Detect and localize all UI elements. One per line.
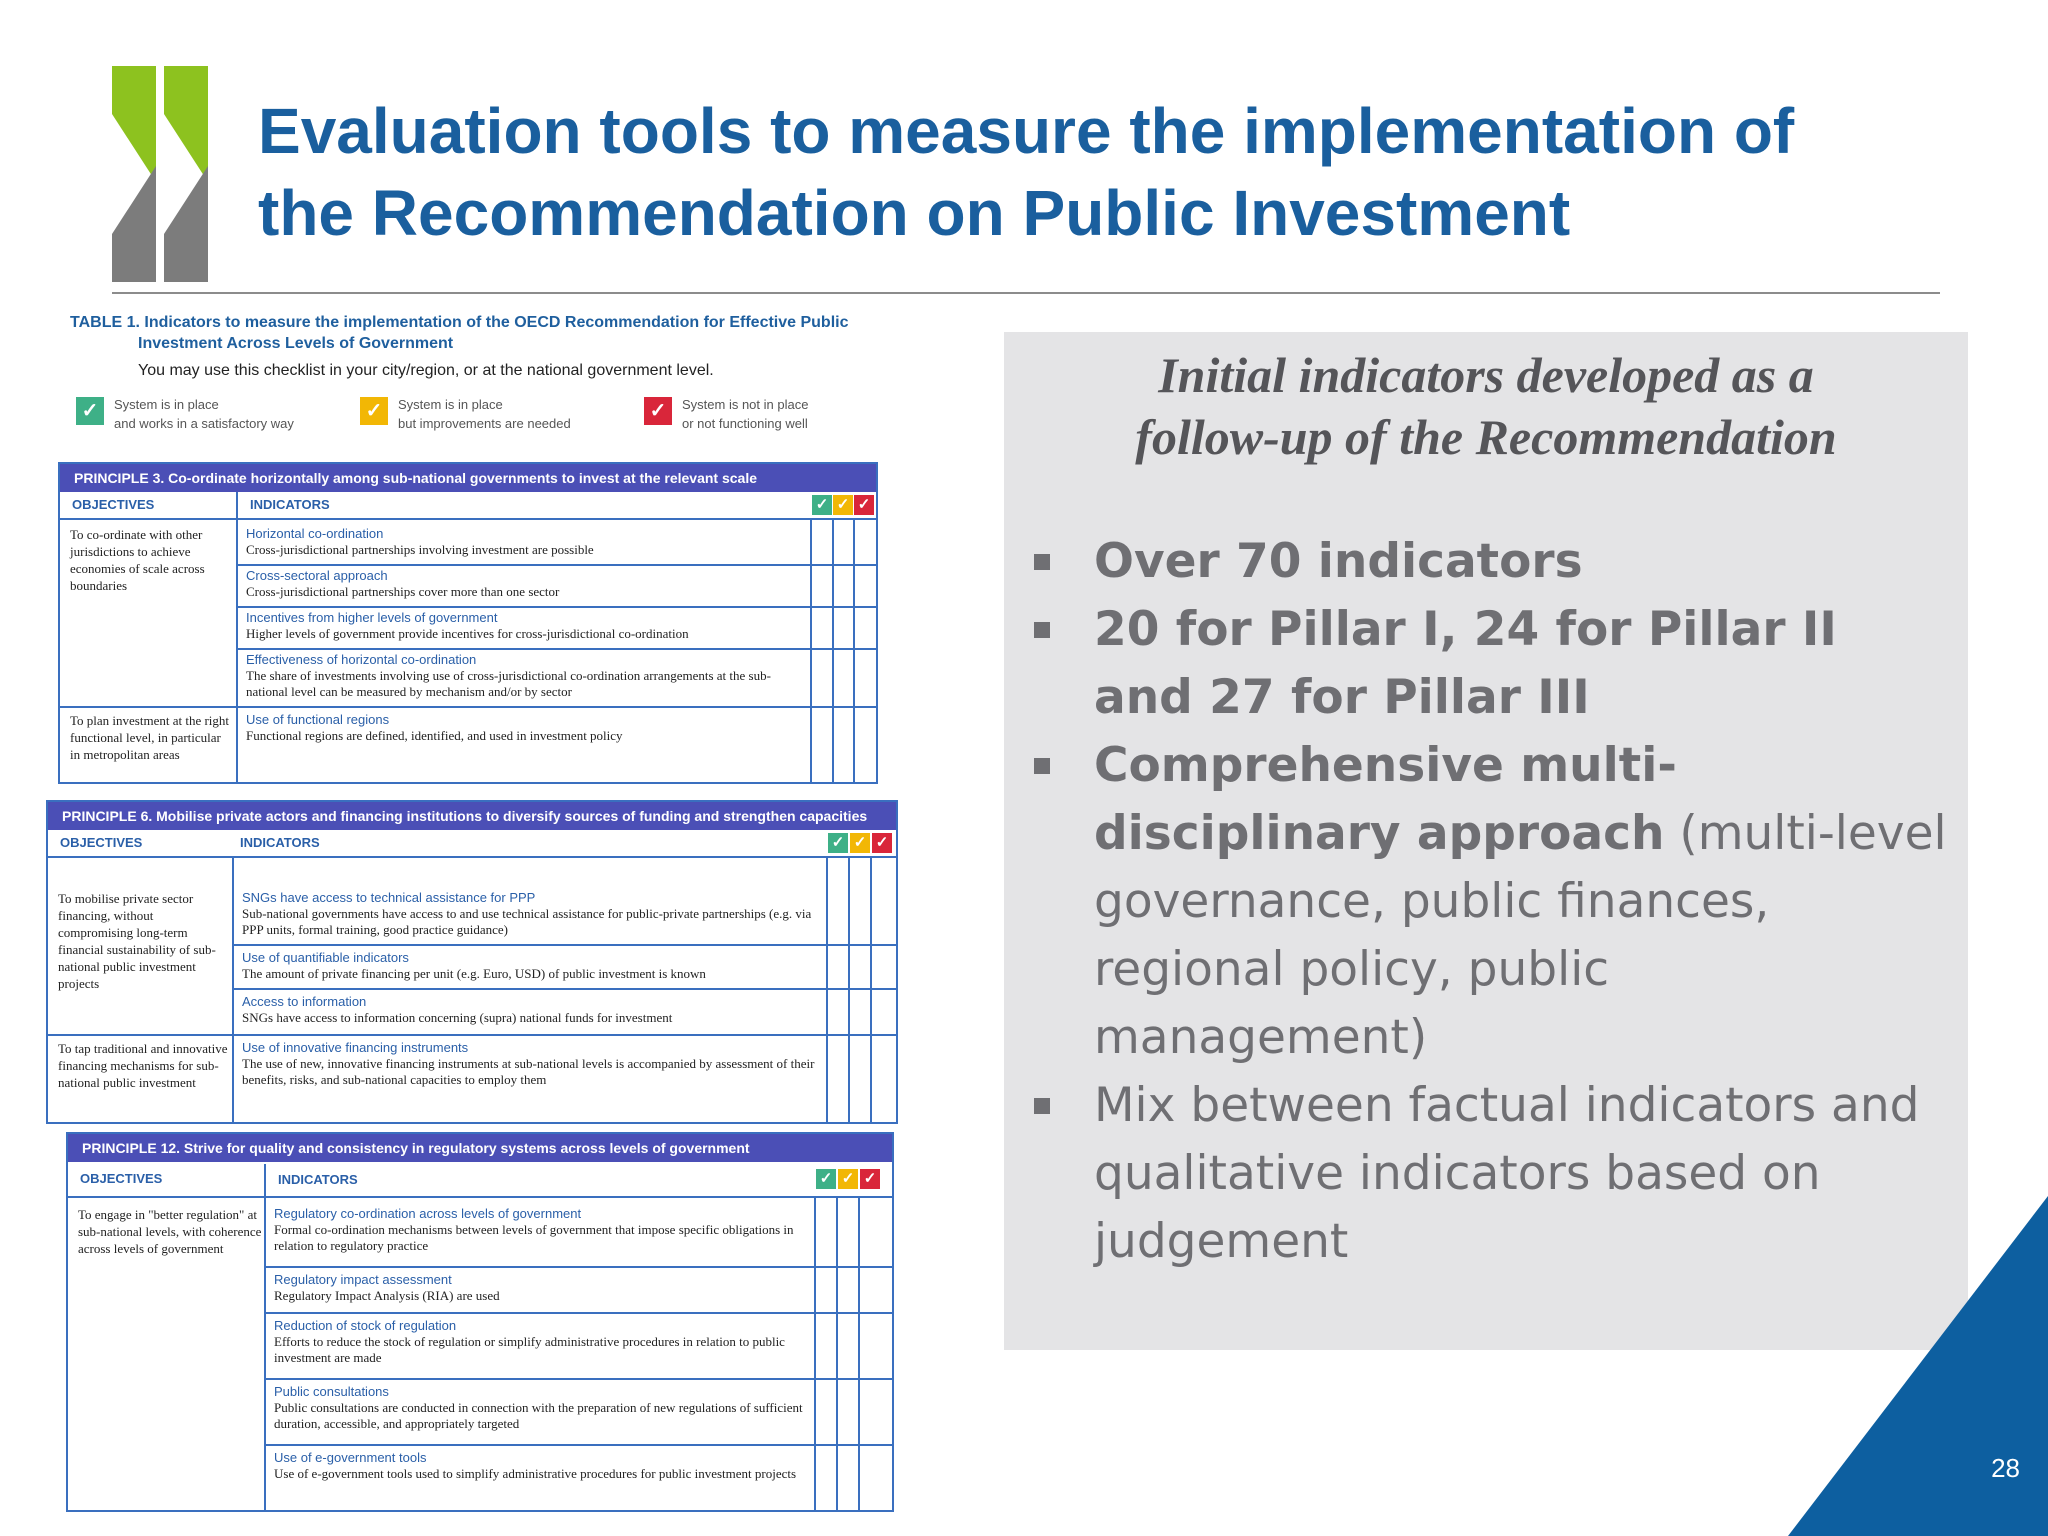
column-divider [810, 518, 812, 782]
bullet-text: 20 for Pillar I, 24 for Pillar II and 27 for Pillar III [1094, 602, 1837, 725]
legend-item-red [644, 395, 884, 435]
column-divider [853, 518, 855, 782]
objective-text: To plan investment at the right functional level, in particular in metropolitan areas [70, 713, 230, 762]
indicator-desc: Higher levels of government provide incentives for cross-jurisdictional co-ordination [246, 626, 689, 641]
legend-text: System is in place [398, 397, 503, 412]
column-divider [814, 1196, 816, 1510]
bullet-text: (multi-level governance, public finances, regional policy, public management) [1094, 806, 1947, 1065]
objectives-header: OBJECTIVES [72, 497, 155, 512]
legend-text: System is not in place [682, 397, 809, 412]
table-caption-line3: You may use this checklist in your city/region, or at the national government level. [138, 362, 714, 379]
row-divider [236, 564, 876, 566]
table-row [246, 652, 806, 700]
table-row [274, 1272, 810, 1304]
row-divider [264, 1444, 892, 1446]
bullet-square-icon [1034, 554, 1050, 570]
indicator-desc: Formal co-ordination mechanisms between levels of government that impose specific obligations in relation to regulatory practice [274, 1222, 794, 1253]
column-divider [264, 1164, 266, 1510]
row-divider [232, 988, 896, 990]
indicator-desc: Functional regions are defined, identified, and used in investment policy [246, 728, 623, 743]
table-row [246, 712, 806, 744]
check-green-icon: ✓ [816, 1169, 836, 1189]
check-green-icon: ✓ [76, 397, 104, 425]
table-caption-line1: TABLE 1. Indicators to measure the implementation of the OECD Recommendation for Effective Public [70, 314, 849, 331]
indicator-title: Horizontal co-ordination [246, 526, 384, 541]
table-row [242, 1040, 822, 1088]
indicator-desc: The use of new, innovative financing instruments at sub-national levels is accompanied by assessment of their benefits, risks, and sub-national capacities to employ them [242, 1056, 815, 1087]
check-green-icon: ✓ [812, 495, 832, 515]
bullet-list [1030, 528, 1950, 1276]
principle12-title: PRINCIPLE 12. Strive for quality and consistency in regulatory systems across levels of government [68, 1134, 892, 1162]
table-row [246, 610, 806, 642]
indicator-desc: Sub-national governments have access to and use technical assistance for public-private partnerships (e.g. via PPP units, formal training, good practice guidance) [242, 906, 812, 937]
legend-item-yellow [360, 395, 600, 435]
indicator-title: Public consultations [274, 1384, 389, 1399]
objective-text: To tap traditional and innovative financing mechanisms for sub-national public investment [58, 1041, 228, 1090]
slide-title-line2: the Recommendation on Public Investment [258, 177, 1571, 249]
panel-title-line2: follow-up of the Recommendation [1135, 409, 1837, 465]
indicator-desc: Regulatory Impact Analysis (RIA) are used [274, 1288, 500, 1303]
indicator-desc: Efforts to reduce the stock of regulation or simplify administrative procedures in relation to public investment are made [274, 1334, 785, 1365]
legend-item-green [76, 395, 316, 435]
table-row [274, 1318, 810, 1366]
objectives-header: OBJECTIVES [60, 835, 143, 850]
indicator-title: Reduction of stock of regulation [274, 1318, 457, 1333]
indicator-title: Regulatory impact assessment [274, 1272, 452, 1287]
indicator-desc: SNGs have access to information concerning (supra) national funds for investment [242, 1010, 673, 1025]
page-number: 28 [1991, 1453, 2020, 1483]
oecd-logo [108, 62, 228, 282]
indicator-title: Use of e-government tools [274, 1450, 427, 1465]
legend-text: or not functioning well [682, 416, 808, 431]
table-row [242, 994, 822, 1026]
slide-title [258, 90, 1958, 254]
list-item [1030, 596, 1950, 732]
indicator-title: SNGs have access to technical assistance for PPP [242, 890, 536, 905]
list-item [1030, 528, 1950, 596]
indicator-title: Use of innovative financing instruments [242, 1040, 469, 1055]
title-divider [112, 292, 1940, 294]
check-yellow-icon: ✓ [850, 833, 870, 853]
corner-decoration [1788, 1196, 2048, 1536]
check-red-icon: ✓ [644, 397, 672, 425]
column-divider [832, 518, 834, 782]
row-divider [236, 606, 876, 608]
indicator-desc: The amount of private financing per unit (e.g. Euro, USD) of public investment is known [242, 966, 706, 981]
column-header-row [48, 830, 896, 858]
bullet-text: Over 70 indicators [1094, 534, 1583, 589]
indicators-header: INDICATORS [278, 1172, 358, 1187]
check-green-icon: ✓ [828, 833, 848, 853]
panel-title [1004, 344, 1968, 468]
indicator-desc: The share of investments involving use of cross-jurisdictional co-ordination arrangements at the sub-national level can be measured by mechanism and/or by sector [246, 668, 771, 699]
objectives-header: OBJECTIVES [80, 1171, 163, 1186]
row-divider [236, 648, 876, 650]
table-row [274, 1384, 810, 1432]
list-item [1030, 732, 1950, 1072]
table-row [242, 950, 822, 982]
bullet-square-icon [1034, 622, 1050, 638]
table-row [274, 1206, 810, 1254]
legend-text: and works in a satisfactory way [114, 416, 294, 431]
row-divider [232, 944, 896, 946]
column-divider [858, 1196, 860, 1510]
column-header-row [60, 492, 876, 520]
check-yellow-icon: ✓ [360, 397, 388, 425]
check-red-icon: ✓ [872, 833, 892, 853]
table-row [242, 890, 822, 938]
row-divider [264, 1312, 892, 1314]
principle12-table [66, 1132, 894, 1512]
indicator-title: Use of quantifiable indicators [242, 950, 409, 965]
check-red-icon: ✓ [860, 1169, 880, 1189]
table-row [246, 526, 806, 558]
column-divider [836, 1196, 838, 1510]
objective-text: To co-ordinate with other jurisdictions to achieve economies of scale across boundaries [70, 527, 205, 593]
check-yellow-icon: ✓ [838, 1169, 858, 1189]
principle3-table [58, 462, 878, 784]
indicator-desc: Public consultations are conducted in connection with the preparation of new regulations of sufficient duration, accessible, and appropriately targeted [274, 1400, 803, 1431]
column-header-row [68, 1162, 892, 1198]
slide-title-line1: Evaluation tools to measure the implementation of [258, 95, 1795, 167]
indicator-title: Regulatory co-ordination across levels of government [274, 1206, 582, 1221]
objective-text: To mobilise private sector financing, without compromising long-term financial sustainability of sub-national public investment projects [58, 891, 216, 991]
check-red-icon: ✓ [854, 495, 874, 515]
principle3-title: PRINCIPLE 3. Co-ordinate horizontally among sub-national governments to invest at the relevant scale [60, 464, 876, 492]
row-divider [264, 1266, 892, 1268]
indicators-header: INDICATORS [240, 835, 320, 850]
indicator-title: Effectiveness of horizontal co-ordination [246, 652, 477, 667]
row-divider [60, 706, 876, 708]
panel-title-line1: Initial indicators developed as a [1158, 347, 1814, 403]
bullet-text: Mix between factual indicators and qualitative indicators based on judgement [1094, 1078, 1920, 1269]
column-divider [236, 492, 238, 782]
table-row [246, 568, 806, 600]
table-caption [70, 312, 870, 382]
indicator-desc: Cross-jurisdictional partnerships involving investment are possible [246, 542, 594, 557]
indicator-title: Incentives from higher levels of government [246, 610, 498, 625]
indicator-desc: Use of e-government tools used to simplify administrative procedures for public investment projects [274, 1466, 797, 1481]
table-row [274, 1450, 810, 1482]
bullet-square-icon [1034, 758, 1050, 774]
principle6-table [46, 800, 898, 1124]
bullet-text-bold: Comprehensive multi-disciplinary approach [1094, 738, 1677, 861]
indicator-title: Access to information [242, 994, 367, 1009]
indicator-desc: Cross-jurisdictional partnerships cover more than one sector [246, 584, 560, 599]
principle6-title: PRINCIPLE 6. Mobilise private actors and financing institutions to diversify sources of funding and strengthen capacities [48, 802, 896, 830]
check-yellow-icon: ✓ [833, 495, 853, 515]
indicators-header: INDICATORS [250, 497, 330, 512]
table-caption-line2: Investment Across Levels of Government [138, 335, 454, 352]
legend-text: but improvements are needed [398, 416, 571, 431]
indicator-title: Cross-sectoral approach [246, 568, 388, 583]
indicator-title: Use of functional regions [246, 712, 390, 727]
legend-text: System is in place [114, 397, 219, 412]
objective-text: To engage in "better regulation" at sub-national levels, with coherence across levels of government [78, 1207, 262, 1256]
bullet-square-icon [1034, 1098, 1050, 1114]
row-divider [264, 1378, 892, 1380]
row-divider [48, 1034, 896, 1036]
